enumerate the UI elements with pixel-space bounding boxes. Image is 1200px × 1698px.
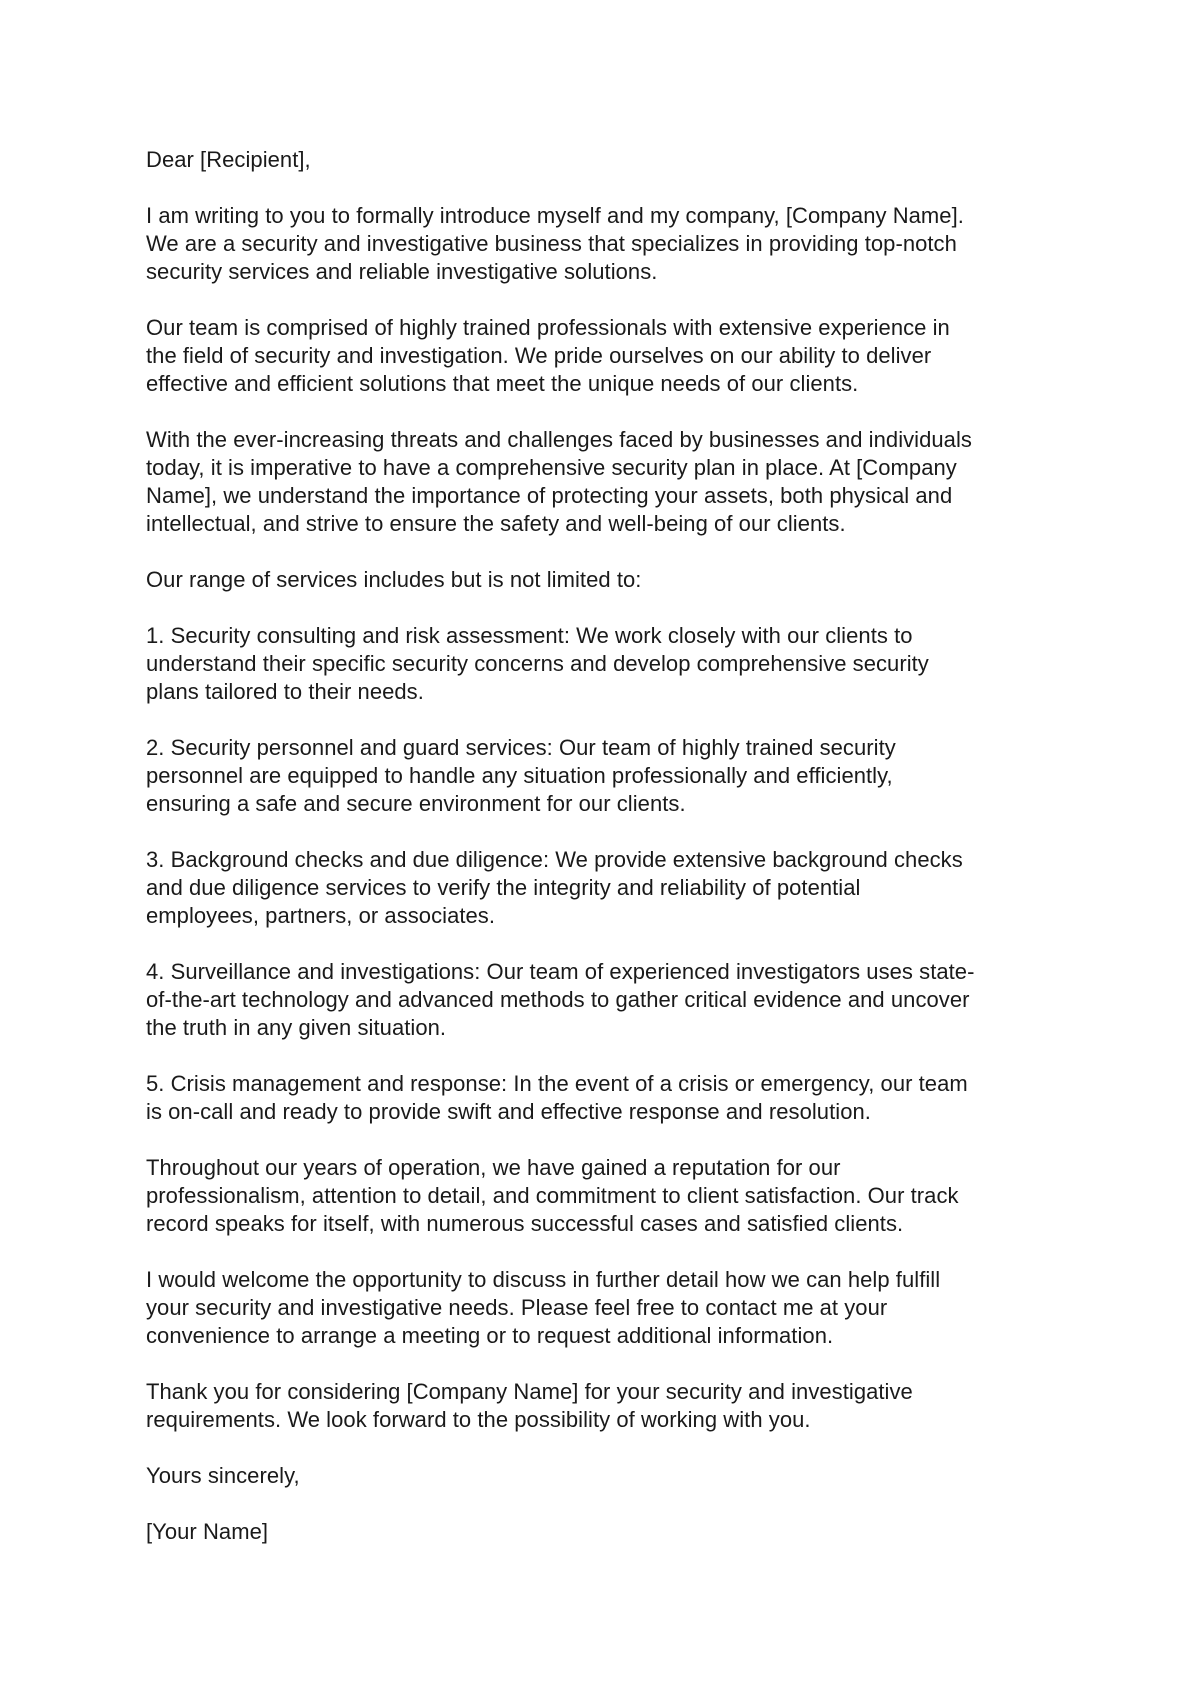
paragraph-reputation: Throughout our years of operation, we have gained a reputation for our professionalism, attention to detail, and commitment to client satisfaction. Our track record speaks for itself, with numerous successful cases and satisfied clients. — [146, 1155, 959, 1236]
service-item-crisis-management: 5. Crisis management and response: In the event of a crisis or emergency, our team is on-call and ready to provide swift and effective response and resolution. — [146, 1071, 968, 1124]
closing: Yours sincerely, — [146, 1463, 300, 1488]
service-item-surveillance: 4. Surveillance and investigations: Our team of experienced investigators uses state- of-the-art technology and advanced methods to gather critical evidence and uncover the truth in any given situation. — [146, 959, 975, 1040]
service-item-consulting: 1. Security consulting and risk assessment: We work closely with our clients to understand their specific security concerns and develop comprehensive security plans tailored to their needs. — [146, 623, 929, 704]
paragraph-team: Our team is comprised of highly trained professionals with extensive experience in the field of security and investigation. We pride ourselves on our ability to deliver effective and efficient solutions that meet the unique needs of our clients. — [146, 315, 950, 396]
letter-body — [146, 146, 1086, 1574]
paragraph-threats: With the ever-increasing threats and challenges faced by businesses and individuals today, it is imperative to have a comprehensive security plan in place. At [Company Name], we understand the importance of protecting your assets, both physical and intellectual, and strive to ensure the safety and well-being of our clients. — [146, 427, 972, 536]
salutation: Dear [Recipient], — [146, 147, 311, 172]
service-item-background-checks: 3. Background checks and due diligence: We provide extensive background checks and due diligence services to verify the integrity and reliability of potential employees, partners, or associates. — [146, 847, 963, 928]
paragraph-thanks: Thank you for considering [Company Name] for your security and investigative requirements. We look forward to the possibility of working with you. — [146, 1379, 913, 1432]
paragraph-introduction: I am writing to you to formally introduce myself and my company, [Company Name]. We are a security and investigative business that specializes in providing top-notch security services and reliable investigative solutions. — [146, 203, 964, 284]
signature-name: [Your Name] — [146, 1519, 269, 1544]
paragraph-services-intro: Our range of services includes but is not limited to: — [146, 567, 642, 592]
service-item-personnel: 2. Security personnel and guard services: Our team of highly trained security personnel are equipped to handle any situation professionally and efficiently, ensuring a safe and secure environment for our clients. — [146, 735, 896, 816]
paragraph-invitation: I would welcome the opportunity to discuss in further detail how we can help fulfill your security and investigative needs. Please feel free to contact me at your convenience to arrange a meeting or to request additional information. — [146, 1267, 941, 1348]
